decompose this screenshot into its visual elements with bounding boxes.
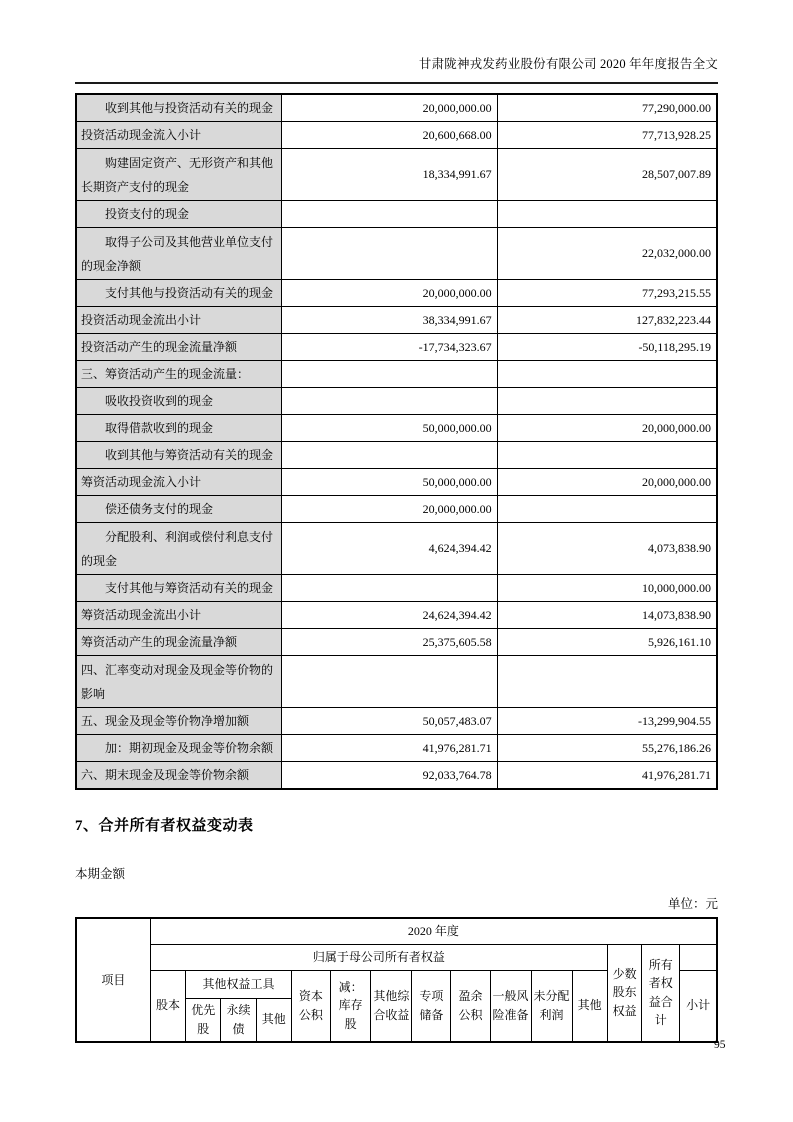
- row-label: 分配股利、利润或偿付利息支付的现金: [76, 523, 282, 575]
- row-prior-period-value: -13,299,904.55: [497, 708, 717, 735]
- row-current-period-value: [282, 656, 497, 708]
- parent-equity-header: 归属于母公司所有者权益: [150, 944, 607, 970]
- table-row: [76, 496, 717, 523]
- row-label: 投资活动产生的现金流量净额: [76, 334, 282, 361]
- period-label: 本期金额: [75, 867, 126, 881]
- report-page: [75, 0, 718, 1043]
- row-current-period-value: 18,334,991.67: [282, 149, 497, 201]
- row-label: 支付其他与投资活动有关的现金: [76, 280, 282, 307]
- row-label: 加：期初现金及现金等价物余额: [76, 735, 282, 762]
- row-current-period-value: 20,600,668.00: [282, 122, 497, 149]
- row-label: 六、期末现金及现金等价物余额: [76, 762, 282, 790]
- row-label: 投资活动现金流出小计: [76, 307, 282, 334]
- row-label: 收到其他与筹资活动有关的现金: [76, 442, 282, 469]
- row-current-period-value: 20,000,000.00: [282, 280, 497, 307]
- table-row: [76, 280, 717, 307]
- row-label: 支付其他与筹资活动有关的现金: [76, 575, 282, 602]
- row-label: 取得子公司及其他营业单位支付的现金净额: [76, 228, 282, 280]
- general-risk-reserve-col: 一般风险准备: [490, 970, 531, 1042]
- table-row: [76, 388, 717, 415]
- row-current-period-value: 92,033,764.78: [282, 762, 497, 790]
- row-current-period-value: 50,057,483.07: [282, 708, 497, 735]
- row-current-period-value: 4,624,394.42: [282, 523, 497, 575]
- table-row: [76, 762, 717, 790]
- row-label: 偿还债务支付的现金: [76, 496, 282, 523]
- row-label: 筹资活动现金流入小计: [76, 469, 282, 496]
- table-row: [76, 575, 717, 602]
- page-number: 95: [714, 1039, 726, 1051]
- row-label: 收到其他与投资活动有关的现金: [76, 94, 282, 122]
- row-label: 购建固定资产、无形资产和其他长期资产支付的现金: [76, 149, 282, 201]
- row-current-period-value: 50,000,000.00: [282, 469, 497, 496]
- row-prior-period-value: 77,293,215.55: [497, 280, 717, 307]
- equity-header-row-year: [76, 918, 717, 944]
- other-equity-instruments-header: 其他权益工具: [186, 970, 292, 998]
- row-prior-period-value: [497, 388, 717, 415]
- special-reserve-col: 专项储备: [412, 970, 451, 1042]
- row-prior-period-value: 77,290,000.00: [497, 94, 717, 122]
- row-current-period-value: 25,375,605.58: [282, 629, 497, 656]
- table-row: [76, 361, 717, 388]
- table-row: [76, 122, 717, 149]
- treasury-stock-col: 减：库存股: [330, 970, 370, 1042]
- row-current-period-value: 20,000,000.00: [282, 94, 497, 122]
- row-prior-period-value: 127,832,223.44: [497, 307, 717, 334]
- capital-reserve-col: 资本公积: [291, 970, 330, 1042]
- row-label: 投资支付的现金: [76, 201, 282, 228]
- row-prior-period-value: 14,073,838.90: [497, 602, 717, 629]
- row-label: 五、现金及现金等价物净增加额: [76, 708, 282, 735]
- document-header-title: 甘肃陇神戎发药业股份有限公司 2020 年年度报告全文: [418, 57, 718, 71]
- row-label: 投资活动现金流入小计: [76, 122, 282, 149]
- row-current-period-value: 24,624,394.42: [282, 602, 497, 629]
- row-label: 筹资活动现金流出小计: [76, 602, 282, 629]
- row-current-period-value: 50,000,000.00: [282, 415, 497, 442]
- surplus-reserve-col: 盈余公积: [451, 970, 490, 1042]
- row-current-period-value: 38,334,991.67: [282, 307, 497, 334]
- unit-label: 单位：元: [667, 897, 718, 911]
- row-current-period-value: [282, 361, 497, 388]
- total-equity-col: 所有者权益合计: [642, 944, 680, 1042]
- table-row: [76, 629, 717, 656]
- retained-earnings-col: 未分配利润: [531, 970, 572, 1042]
- cash-flow-table-body: [76, 94, 717, 789]
- row-prior-period-value: [497, 361, 717, 388]
- row-label: 吸收投资收到的现金: [76, 388, 282, 415]
- section-heading: 7、合并所有者权益变动表: [75, 818, 254, 834]
- table-row: [76, 415, 717, 442]
- table-row: [76, 149, 717, 201]
- row-prior-period-value: 28,507,007.89: [497, 149, 717, 201]
- row-label: 三、筹资活动产生的现金流量：: [76, 361, 282, 388]
- row-prior-period-value: 77,713,928.25: [497, 122, 717, 149]
- row-current-period-value: [282, 388, 497, 415]
- equity-change-table-header: [75, 917, 718, 1043]
- cash-flow-table: [75, 93, 718, 790]
- row-prior-period-value: 20,000,000.00: [497, 469, 717, 496]
- row-prior-period-value: [497, 201, 717, 228]
- row-current-period-value: [282, 442, 497, 469]
- row-prior-period-value: 4,073,838.90: [497, 523, 717, 575]
- row-prior-period-value: [497, 442, 717, 469]
- table-row: [76, 334, 717, 361]
- other-comprehensive-income-col: 其他综合收益: [371, 970, 412, 1042]
- row-prior-period-value: 55,276,186.26: [497, 735, 717, 762]
- other-instrument-col: 其他: [256, 998, 291, 1042]
- table-row: [76, 602, 717, 629]
- row-prior-period-value: [497, 496, 717, 523]
- table-row: [76, 307, 717, 334]
- subtotal-col: 小计: [680, 970, 717, 1042]
- row-label: 取得借款收到的现金: [76, 415, 282, 442]
- preferred-stock-col: 优先股: [186, 998, 221, 1042]
- table-row: [76, 201, 717, 228]
- table-row: [76, 469, 717, 496]
- row-current-period-value: 20,000,000.00: [282, 496, 497, 523]
- row-prior-period-value: -50,118,295.19: [497, 334, 717, 361]
- other-col: 其他: [572, 970, 607, 1042]
- row-current-period-value: [282, 575, 497, 602]
- table-row: [76, 523, 717, 575]
- row-current-period-value: -17,734,323.67: [282, 334, 497, 361]
- table-row: [76, 228, 717, 280]
- header-divider: [75, 82, 718, 84]
- row-prior-period-value: 5,926,161.10: [497, 629, 717, 656]
- table-row: [76, 735, 717, 762]
- row-prior-period-value: 20,000,000.00: [497, 415, 717, 442]
- minority-interest-col: 少数股东权益: [607, 944, 642, 1042]
- share-capital-col: 股本: [150, 970, 185, 1042]
- year-2020-header: 2020 年度: [150, 918, 717, 944]
- table-row: [76, 708, 717, 735]
- row-label: 四、汇率变动对现金及现金等价物的影响: [76, 656, 282, 708]
- row-current-period-value: [282, 228, 497, 280]
- row-prior-period-value: [497, 656, 717, 708]
- row-prior-period-value: 22,032,000.00: [497, 228, 717, 280]
- table-row: [76, 94, 717, 122]
- row-prior-period-value: 41,976,281.71: [497, 762, 717, 790]
- perpetual-bond-col: 永续债: [221, 998, 256, 1042]
- col-item: 项目: [76, 918, 150, 1042]
- row-prior-period-value: 10,000,000.00: [497, 575, 717, 602]
- table-row: [76, 442, 717, 469]
- row-current-period-value: [282, 201, 497, 228]
- row-label: 筹资活动产生的现金流量净额: [76, 629, 282, 656]
- row-current-period-value: 41,976,281.71: [282, 735, 497, 762]
- table-row: [76, 656, 717, 708]
- equity-header-row-group: [76, 944, 717, 970]
